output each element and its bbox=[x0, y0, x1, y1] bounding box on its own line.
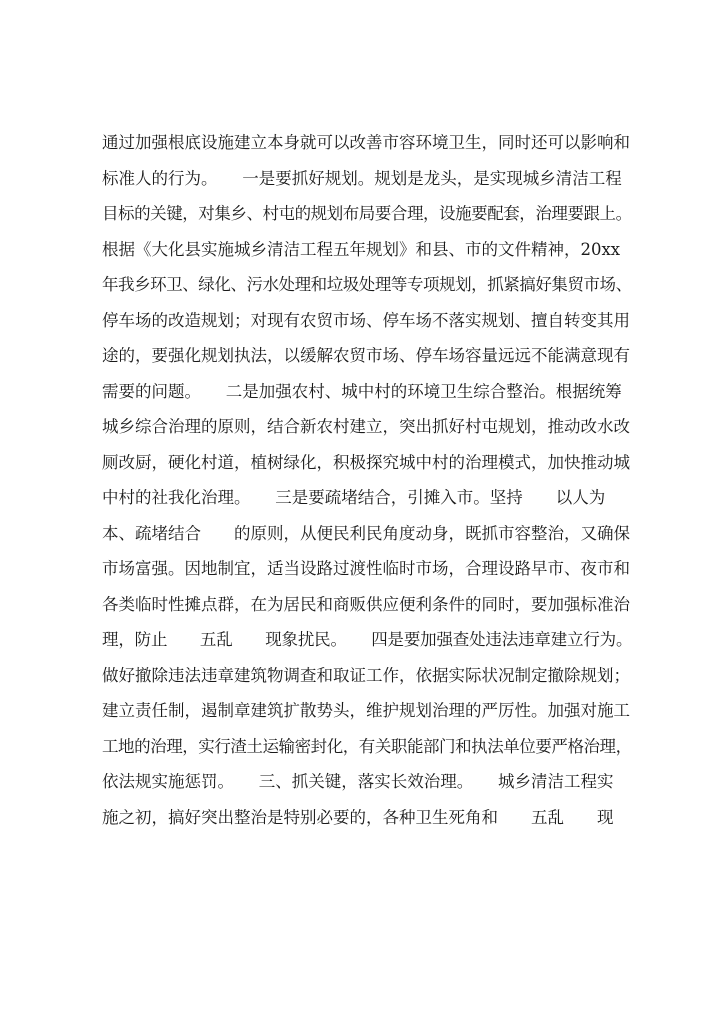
body-text bbox=[102, 125, 632, 835]
text-line: 各类临时性摊点群，在为居民和商贩供应便利条件的同时，要加强标准治 bbox=[102, 594, 630, 614]
text-line: 目标的关键，对集乡、村屯的规划布局要合理，设施要配套，治理要跟上。 bbox=[102, 204, 632, 223]
text-line: 标准人的行为。 一是要抓好规划。规划是龙头，是实现城乡清洁工程 bbox=[102, 168, 622, 188]
text-line: 理，防止 五乱 现象扰民。 四是要加强查处违法违章建立行为。 bbox=[102, 630, 632, 649]
text-line: 根据《大化县实施城乡清洁工程五年规划》和县、市的文件精神，20xx bbox=[102, 239, 621, 259]
text-line: 城乡综合治理的原则，结合新农村建立，突出抓好村屯规划，推动改水改 bbox=[102, 417, 630, 436]
text-line: 厕改厨，硬化村道，植树绿化，积极探究城中村的治理模式，加快推动城 bbox=[102, 452, 630, 472]
text-line: 通过加强根底设施建立本身就可以改善市容环境卫生，同时还可以影响和 bbox=[102, 133, 630, 152]
text-line: 中村的社我化治理。 三是要疏堵结合，引摊入市。坚持 以人为 bbox=[102, 488, 606, 507]
text-line: 做好撤除违法违章建筑物调查和取证工作，依据实际状况制定撤除规划； bbox=[102, 665, 630, 685]
text-line: 建立责任制，遏制章建筑扩散势头，维护规划治理的严厉性。加强对施工 bbox=[102, 701, 630, 720]
text-line: 依法规实施惩罚。 三、抓关键，落实长效治理。 城乡清洁工程实 bbox=[102, 772, 614, 791]
text-line: 年我乡环卫、绿化、污水处理和垃圾处理等专项规划，抓紧搞好集贸市场、 bbox=[102, 275, 632, 294]
text-line: 停车场的改造规划；对现有农贸市场、停车场不落实规划、擅自转变其用 bbox=[102, 310, 630, 330]
text-line: 市场富强。因地制宜，适当设路过渡性临时市场，合理设路早市、夜市和 bbox=[102, 559, 630, 578]
text-line: 需要的问题。 二是加强农村、城中村的环境卫生综合整治。根据统筹 bbox=[102, 381, 622, 401]
text-line: 本、疏堵结合 的原则，从便民利民角度动身，既抓市容整治，又确保 bbox=[102, 523, 630, 543]
text-line: 施之初，搞好突出整治是特别必要的，各种卫生死角和 五乱 现 bbox=[102, 807, 614, 827]
text-line: 途的，要强化规划执法，以缓解农贸市场、停车场容量远远不能满意现有 bbox=[102, 346, 630, 365]
text-line: 工地的治理，实行渣土运输密封化，有关职能部门和执法单位要严格治理， bbox=[102, 736, 632, 756]
